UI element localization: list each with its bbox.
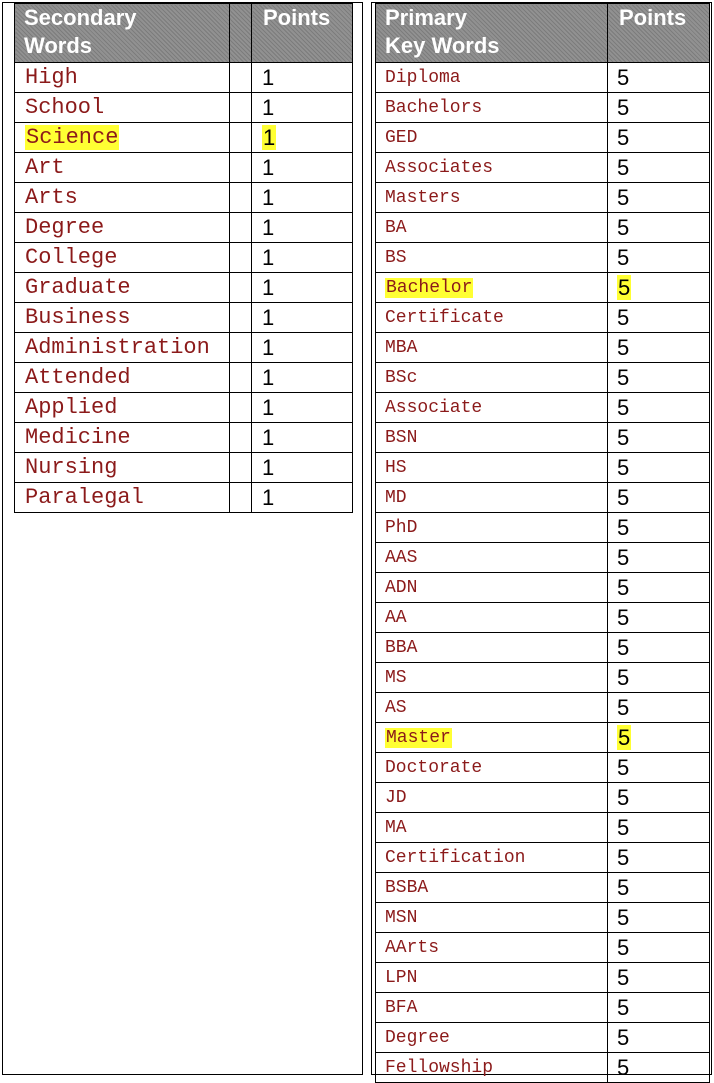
word-text: Degree (385, 1027, 450, 1048)
word-text: School (25, 95, 105, 120)
spacer-cell (230, 393, 252, 423)
table-row (376, 993, 710, 1023)
word-cell (376, 303, 608, 333)
table-row (15, 183, 353, 213)
points-cell (608, 273, 710, 303)
table-row (376, 603, 710, 633)
primary-points-header: Points (608, 4, 710, 63)
points-cell (608, 333, 710, 363)
table-row (15, 213, 353, 243)
word-text: Bachelors (385, 97, 483, 118)
points-cell (608, 843, 710, 873)
points-cell (252, 453, 353, 483)
table-row (15, 243, 353, 273)
word-text: BSBA (385, 877, 429, 898)
table-row (376, 663, 710, 693)
word-cell (376, 753, 608, 783)
points-cell (608, 1053, 710, 1083)
points-cell (252, 393, 353, 423)
points-cell (252, 303, 353, 333)
points-cell (608, 63, 710, 93)
secondary-words-header (15, 4, 230, 63)
points-value: 5 (617, 904, 630, 930)
word-cell (376, 363, 608, 393)
word-cell (15, 183, 230, 213)
word-text: BSN (385, 427, 418, 448)
table-row (15, 483, 353, 513)
word-text: Masters (385, 187, 461, 208)
word-text: AAS (385, 547, 418, 568)
points-value: 5 (617, 604, 630, 630)
table-row (376, 1053, 710, 1083)
points-cell (252, 93, 353, 123)
word-cell (376, 963, 608, 993)
points-cell (608, 933, 710, 963)
points-value: 5 (617, 754, 630, 780)
word-text: HS (385, 457, 407, 478)
table-row (15, 273, 353, 303)
word-cell (15, 333, 230, 363)
word-text: MSN (385, 907, 418, 928)
table-row (15, 93, 353, 123)
word-text: MD (385, 487, 407, 508)
word-cell (376, 903, 608, 933)
word-text: Associates (385, 157, 494, 178)
table-row (15, 153, 353, 183)
points-value: 5 (617, 364, 630, 390)
points-cell (252, 183, 353, 213)
word-text: BA (385, 217, 407, 238)
word-cell (376, 783, 608, 813)
points-cell (608, 573, 710, 603)
points-cell (608, 153, 710, 183)
word-text: Diploma (385, 67, 461, 88)
word-text: MA (385, 817, 407, 838)
spacer-cell (230, 333, 252, 363)
points-value: 1 (262, 424, 275, 450)
points-value: 1 (262, 154, 275, 180)
word-cell (15, 153, 230, 183)
points-value: 1 (262, 454, 275, 480)
points-cell (608, 783, 710, 813)
points-value: 5 (618, 724, 631, 750)
table-row (15, 303, 353, 333)
points-value: 1 (262, 64, 275, 90)
word-text: BBA (385, 637, 418, 658)
points-cell (252, 213, 353, 243)
spacer-cell (230, 63, 252, 93)
word-text: ADN (385, 577, 418, 598)
points-cell (608, 813, 710, 843)
word-text: AArts (385, 937, 440, 958)
column-divider (362, 2, 372, 1075)
word-cell (15, 213, 230, 243)
points-cell (608, 513, 710, 543)
word-text: Graduate (25, 275, 131, 300)
spacer-cell (230, 303, 252, 333)
word-text: Medicine (25, 425, 131, 450)
word-text: Science (26, 125, 119, 150)
points-value: 1 (262, 334, 275, 360)
table-row (376, 213, 710, 243)
points-value: 5 (617, 1024, 630, 1050)
word-cell (376, 933, 608, 963)
points-cell (252, 123, 353, 153)
points-cell (608, 603, 710, 633)
points-value: 5 (617, 544, 630, 570)
table-row (376, 873, 710, 903)
points-cell (608, 693, 710, 723)
table-row (376, 453, 710, 483)
points-cell (252, 483, 353, 513)
points-cell (608, 123, 710, 153)
table-row (376, 63, 710, 93)
points-cell (608, 633, 710, 663)
table-row (376, 933, 710, 963)
table-row (15, 393, 353, 423)
points-cell (608, 393, 710, 423)
spacer-cell (230, 153, 252, 183)
points-cell (608, 663, 710, 693)
points-value: 1 (262, 214, 275, 240)
word-text: BSc (385, 367, 418, 388)
word-text: High (25, 65, 78, 90)
primary-key-words-table (375, 3, 710, 1083)
points-cell (252, 333, 353, 363)
points-value: 5 (617, 64, 630, 90)
points-cell (252, 153, 353, 183)
points-value: 5 (617, 394, 630, 420)
table-row (15, 63, 353, 93)
points-value: 1 (262, 94, 275, 120)
points-cell (252, 273, 353, 303)
word-cell (376, 93, 608, 123)
spacer-cell (230, 183, 252, 213)
points-value: 1 (262, 394, 275, 420)
word-text: MBA (385, 337, 418, 358)
word-cell (376, 873, 608, 903)
points-value: 5 (617, 1054, 630, 1080)
word-text: Associate (385, 397, 483, 418)
table-row (376, 963, 710, 993)
points-value: 1 (263, 124, 276, 150)
word-cell (376, 273, 608, 303)
points-cell (252, 243, 353, 273)
word-cell (376, 423, 608, 453)
points-value: 5 (617, 694, 630, 720)
word-cell (15, 393, 230, 423)
word-cell (15, 363, 230, 393)
word-cell (15, 93, 230, 123)
points-cell (608, 723, 710, 753)
word-cell (376, 63, 608, 93)
points-value: 5 (617, 664, 630, 690)
table-row (376, 903, 710, 933)
table-row (376, 363, 710, 393)
points-value: 1 (262, 274, 275, 300)
word-cell (376, 993, 608, 1023)
table-row (376, 153, 710, 183)
points-cell (608, 363, 710, 393)
word-cell (376, 483, 608, 513)
points-cell (252, 363, 353, 393)
points-cell (608, 483, 710, 513)
table-row (15, 333, 353, 363)
points-value: 1 (262, 184, 275, 210)
word-cell (15, 63, 230, 93)
table-row (376, 1023, 710, 1053)
word-text: JD (385, 787, 407, 808)
word-cell (376, 213, 608, 243)
points-value: 5 (618, 274, 631, 300)
word-cell (15, 453, 230, 483)
word-cell (376, 723, 608, 753)
header-line-1: Secondary (24, 5, 137, 30)
table-row (376, 843, 710, 873)
points-value: 1 (262, 484, 275, 510)
word-cell (15, 303, 230, 333)
word-cell (376, 1053, 608, 1083)
word-cell (376, 243, 608, 273)
secondary-header-row (15, 4, 353, 63)
word-cell (376, 633, 608, 663)
spacer-cell (230, 273, 252, 303)
points-cell (608, 873, 710, 903)
word-text: Fellowship (385, 1057, 494, 1078)
table-row (376, 633, 710, 663)
points-cell (608, 213, 710, 243)
table-row (376, 423, 710, 453)
word-text: MS (385, 667, 407, 688)
table-row (376, 783, 710, 813)
word-text: AA (385, 607, 407, 628)
spacer-cell (230, 363, 252, 393)
spacer-cell (230, 123, 252, 153)
points-cell (252, 423, 353, 453)
points-value: 5 (617, 184, 630, 210)
table-row (376, 273, 710, 303)
points-value: 5 (617, 124, 630, 150)
primary-header-row (376, 4, 710, 63)
points-cell (608, 753, 710, 783)
word-cell (376, 663, 608, 693)
word-cell (376, 153, 608, 183)
word-text: Attended (25, 365, 131, 390)
table-row (15, 123, 353, 153)
table-row (376, 303, 710, 333)
word-text: Master (386, 727, 451, 748)
word-text: BS (385, 247, 407, 268)
spacer-cell (230, 243, 252, 273)
spacer-cell (230, 453, 252, 483)
table-row (376, 693, 710, 723)
word-cell (376, 453, 608, 483)
primary-key-words-header (376, 4, 608, 63)
points-value: 5 (617, 814, 630, 840)
word-text: GED (385, 127, 418, 148)
points-cell (608, 183, 710, 213)
points-value: 5 (617, 454, 630, 480)
header-line-2: Words (24, 33, 93, 58)
points-value: 5 (617, 214, 630, 240)
table-row (376, 543, 710, 573)
points-value: 5 (617, 154, 630, 180)
points-cell (608, 243, 710, 273)
table-row (15, 453, 353, 483)
spacer-cell (230, 423, 252, 453)
points-cell (608, 303, 710, 333)
word-cell (376, 813, 608, 843)
word-cell (376, 1023, 608, 1053)
points-cell (608, 423, 710, 453)
points-value: 5 (617, 994, 630, 1020)
word-text: PhD (385, 517, 418, 538)
table-row (376, 723, 710, 753)
spacer-cell (230, 213, 252, 243)
table-row (376, 243, 710, 273)
word-cell (376, 573, 608, 603)
points-value: 5 (617, 574, 630, 600)
points-value: 5 (617, 94, 630, 120)
points-cell (252, 63, 353, 93)
table-row (376, 393, 710, 423)
word-cell (376, 183, 608, 213)
points-cell (608, 993, 710, 1023)
word-cell (376, 693, 608, 723)
table-row (376, 123, 710, 153)
word-text: Certificate (385, 307, 504, 328)
spacer-cell (230, 483, 252, 513)
word-cell (376, 543, 608, 573)
word-text: Doctorate (385, 757, 483, 778)
table-row (376, 93, 710, 123)
word-text: Degree (25, 215, 105, 240)
points-value: 5 (617, 934, 630, 960)
word-cell (15, 123, 230, 153)
word-cell (376, 513, 608, 543)
points-value: 5 (617, 514, 630, 540)
table-row (376, 483, 710, 513)
word-text: LPN (385, 967, 418, 988)
word-cell (15, 423, 230, 453)
word-text: Applied (25, 395, 118, 420)
points-value: 5 (617, 304, 630, 330)
table-row (376, 753, 710, 783)
header-line-1: Primary (385, 5, 467, 30)
word-text: Administration (25, 335, 210, 360)
word-cell (376, 333, 608, 363)
spacer-cell (230, 93, 252, 123)
word-cell (15, 483, 230, 513)
points-cell (608, 93, 710, 123)
word-text: AS (385, 697, 407, 718)
secondary-words-table (14, 3, 353, 513)
points-value: 5 (617, 484, 630, 510)
table-row (376, 513, 710, 543)
header-spacer (230, 4, 252, 63)
points-cell (608, 1023, 710, 1053)
word-cell (376, 393, 608, 423)
word-text: Art (25, 155, 65, 180)
table-row (376, 183, 710, 213)
word-text: Paralegal (25, 485, 144, 510)
points-cell (608, 903, 710, 933)
points-value: 5 (617, 634, 630, 660)
points-value: 5 (617, 874, 630, 900)
points-value: 1 (262, 244, 275, 270)
points-value: 1 (262, 304, 275, 330)
table-row (15, 423, 353, 453)
points-cell (608, 453, 710, 483)
table-row (376, 813, 710, 843)
table-row (15, 363, 353, 393)
points-value: 5 (617, 844, 630, 870)
points-value: 1 (262, 364, 275, 390)
word-cell (15, 243, 230, 273)
word-text: Nursing (25, 455, 118, 480)
points-value: 5 (617, 244, 630, 270)
points-cell (608, 963, 710, 993)
secondary-points-header: Points (252, 4, 353, 63)
points-value: 5 (617, 784, 630, 810)
table-row (376, 333, 710, 363)
header-line-2: Key Words (385, 33, 500, 58)
points-value: 5 (617, 334, 630, 360)
word-text: College (25, 245, 118, 270)
word-text: Business (25, 305, 131, 330)
table-row (376, 573, 710, 603)
word-text: Certification (385, 847, 526, 868)
word-cell (15, 273, 230, 303)
points-value: 5 (617, 964, 630, 990)
word-text: Bachelor (386, 277, 473, 298)
word-cell (376, 603, 608, 633)
points-cell (608, 543, 710, 573)
word-cell (376, 123, 608, 153)
word-text: Arts (25, 185, 78, 210)
word-cell (376, 843, 608, 873)
word-text: BFA (385, 997, 418, 1018)
points-value: 5 (617, 424, 630, 450)
